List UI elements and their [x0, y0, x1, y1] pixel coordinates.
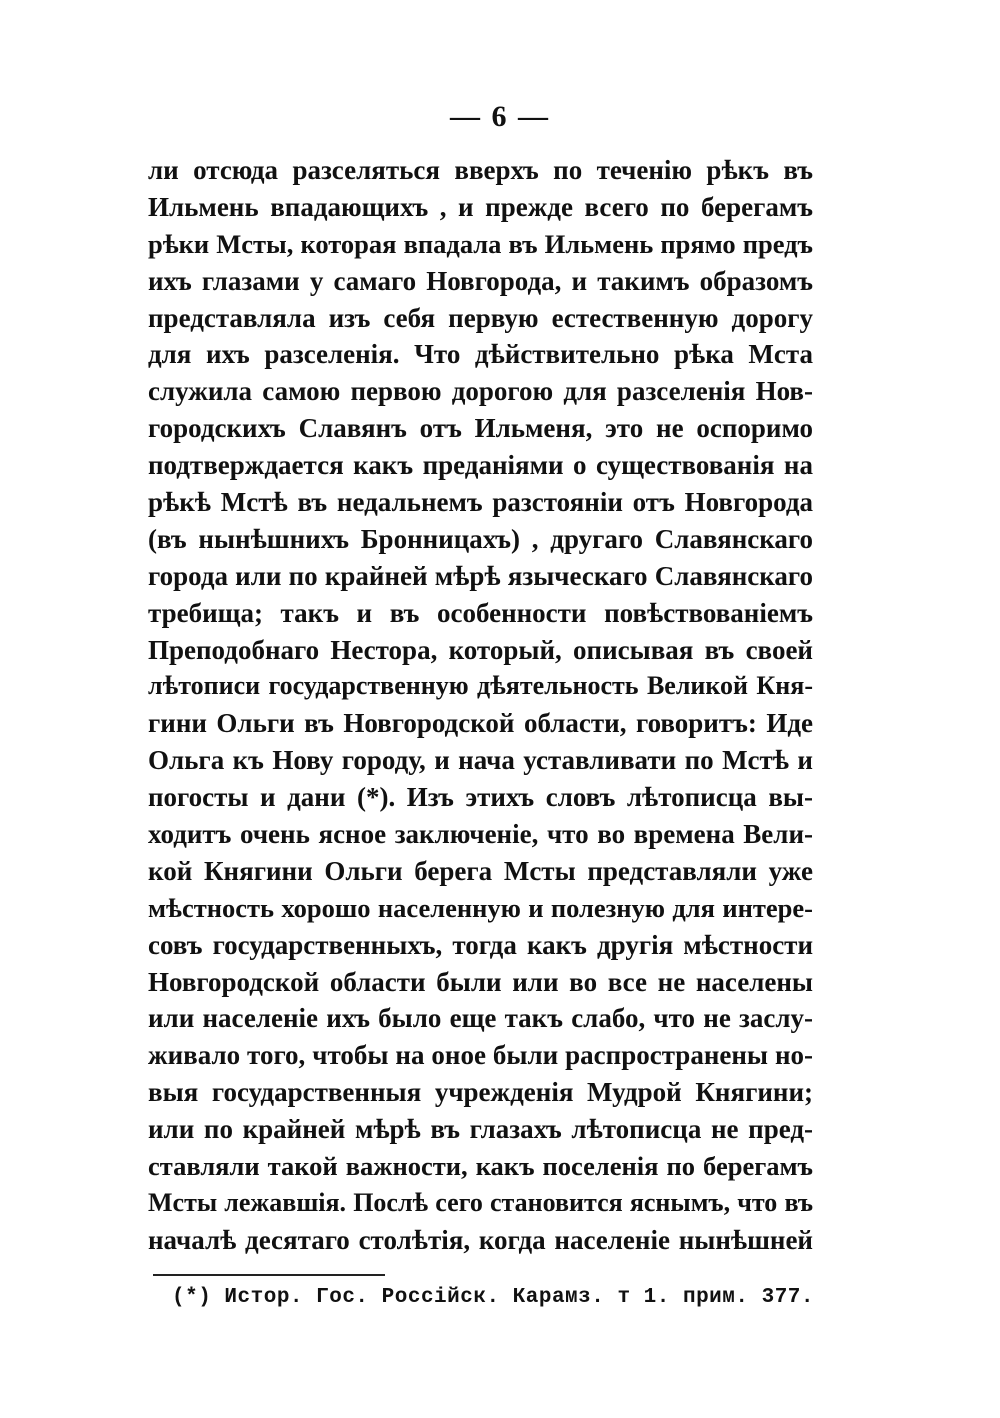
text-line: или населеніе ихъ было еще такъ слабо, что не заслу-: [148, 1003, 813, 1034]
text-line: служила самою первою дорогою для разселенія Нов-: [148, 376, 813, 407]
text-line: гини Ольги въ Новгородской области, говоритъ: Иде: [148, 708, 813, 739]
text-line: Мсты лежавшія. Послѣ сего становится яснымъ, что въ: [148, 1187, 813, 1217]
text-line: ли отсюда разселяться вверхъ по теченію рѣкъ въ: [148, 155, 813, 185]
footnote: (*) Истор. Гос. Россійск. Карамз. т 1. прим. 377.: [172, 1286, 815, 1309]
text-line: живало того, чтобы на оное были распространены но-: [148, 1040, 813, 1071]
text-line: города или по крайней мѣрѣ языческаго Славянскаго: [148, 560, 813, 591]
text-line: лѣтописи государственную дѣятельность Великой Кня-: [148, 671, 813, 701]
footnote-divider: [153, 1274, 385, 1276]
text-line: ходитъ очень ясное заключеніе, что во времена Вели-: [148, 819, 813, 850]
text-line: кой Княгини Ольги берега Мсты представляли уже: [148, 855, 813, 886]
text-line: выя государственныя учрежденія Мудрой Княгини;: [148, 1077, 813, 1108]
text-line: Преподобнаго Нестора, который, описывая въ своей: [148, 634, 813, 665]
text-line: городскихъ Славянъ отъ Ильменя, это не оспоримо: [148, 413, 813, 444]
text-line: ставляли такой важности, какъ поселенія по берегамъ: [148, 1151, 813, 1182]
page-number: — 6 —: [450, 100, 550, 133]
text-line: подтверждается какъ преданіями о существованія на: [148, 450, 813, 481]
text-line: рѣкѣ Мстѣ въ недальнемъ разстояніи отъ Новгорода: [148, 487, 813, 518]
text-line: ихъ глазами у самаго Новгорода, и такимъ образомъ: [148, 265, 813, 296]
text-line: Ольга къ Нову городу, и нача уставливати по Мстѣ и: [148, 745, 813, 776]
text-line: рѣки Мсты, которая впадала въ Ильмень прямо предъ: [148, 228, 813, 259]
body-text: [148, 152, 813, 1259]
text-line: мѣстность хорошо населенную и полезную для интере-: [148, 892, 813, 923]
text-line: совъ государственныхъ, тогда какъ другія мѣстности: [148, 929, 813, 960]
text-line: или по крайней мѣрѣ въ глазахъ лѣтописца не пред-: [148, 1114, 813, 1145]
text-line: погосты и дани (*). Изъ этихъ словъ лѣтописца вы-: [148, 782, 813, 813]
text-line: требища; такъ и въ особенности повѣствованіемъ: [148, 597, 813, 628]
text-line: для ихъ разселенія. Что дѣйствительно рѣка Мста: [148, 339, 813, 370]
text-line: Новгородской области были или во все не населены: [148, 966, 813, 997]
text-line: Ильмень впадающихъ , и прежде всего по берегамъ: [148, 191, 813, 222]
text-line: представляла изъ себя первую естественную дорогу: [148, 302, 813, 333]
text-line: началѣ десятаго столѣтія, когда населеніе нынѣшней: [148, 1224, 813, 1255]
text-line: (въ нынѣшнихъ Бронницахъ) , другаго Славянскаго: [148, 523, 813, 554]
